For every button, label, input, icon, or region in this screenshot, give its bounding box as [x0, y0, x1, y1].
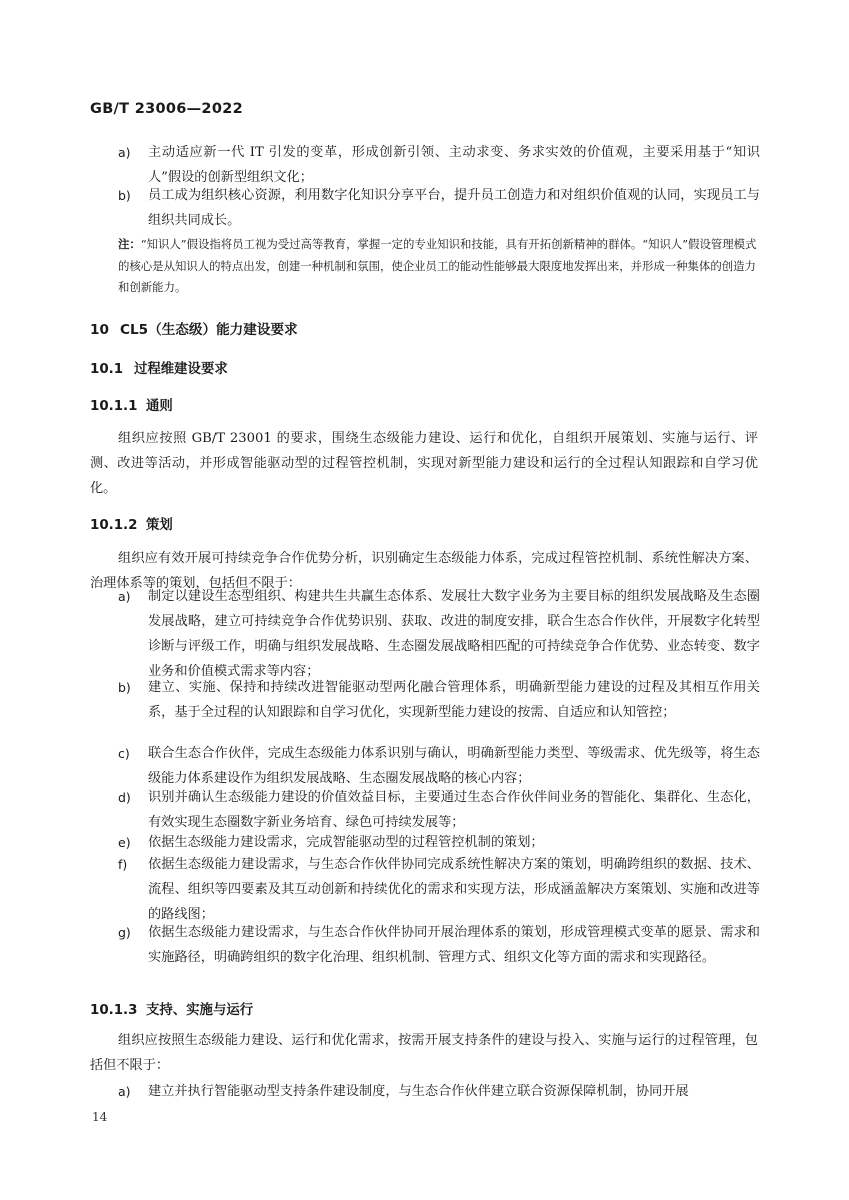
- list-item-text: 主动适应新一代 IT 引发的变革，形成创新引领、主动求变、务求实效的价值观，主要采用基于“知识人”假设的创新型组织文化；: [148, 145, 760, 185]
- section-heading-10-1-1: [90, 395, 173, 414]
- section-number: 10.1: [90, 362, 124, 377]
- standard-number: GB/T 23006—2022: [90, 101, 243, 117]
- list-item-label: a): [118, 145, 131, 160]
- note-block: [118, 234, 758, 300]
- section-heading-10-1: [90, 358, 228, 377]
- section-number: 10.1.2: [90, 518, 138, 533]
- list-item-text: 依据生态级能力建设需求，与生态合作伙伴协同开展治理体系的策划，形成管理模式变革的愿景、需求和实施路径，明确跨组织的数字化治理、组织机制、管理方式、组织文化等方面的需求和实现路径。: [148, 925, 760, 965]
- list-item-text: 制定以建设生态型组织、构建共生共赢生态体系、发展壮大数字业务为主要目标的组织发展战略及生态圈发展战略，建立可持续竞争合作优势识别、获取、改进的制度安排，联合生态合作伙伴，开展数字化转型诊断与评级工作，明确与组织发展战略、生态圈发展战略相匹配的可持续竞争合作优势、业态转变、数字业务和价值模式需求等内容；: [148, 589, 760, 679]
- list-item-text: 依据生态级能力建设需求，完成智能驱动型的过程管控机制的策划；: [148, 835, 544, 850]
- list-item-label: a): [118, 589, 131, 604]
- note-label: 注：: [118, 237, 141, 251]
- paragraph: 组织应有效开展可持续竞争合作优势分析，识别确定生态级能力体系，完成过程管控机制、系统性解决方案、治理体系等的策划，包括但不限于：: [90, 551, 758, 591]
- list-item-label: d): [118, 790, 131, 805]
- section-title: CL5（生态级）能力建设要求: [120, 322, 298, 338]
- list-item-label: b): [118, 680, 131, 695]
- list-item-text: 识别并确认生态级能力建设的价值效益目标，主要通过生态合作伙伴间业务的智能化、集群化、生态化，有效实现生态圈数字新业务培育、绿色可持续发展等；: [148, 790, 760, 830]
- paragraph: 组织应按照 GB/T 23001 的要求，围绕生态级能力建设、运行和优化，自组织开展策划、实施与运行、评测、改进等活动，并形成智能驱动型的过程管控机制，实现对新型能力建设和运行的全过程认知跟踪和自学习优化。: [90, 431, 758, 496]
- note-text: “知识人”假设指将员工视为受过高等教育，掌握一定的专业知识和技能，具有开拓创新精神的群体。“知识人”假设管理模式的核心是从知识人的特点出发，创建一种机制和氛围，使企业员工的能动性能够最大限度地发挥出来，并形成一种集体的创造力和创新能力。: [118, 237, 757, 294]
- list-item-text: 依据生态级能力建设需求，与生态合作伙伴协同完成系统性解决方案的策划，明确跨组织的数据、技术、流程、组织等四要素及其互动创新和持续优化的需求和实现方法，形成涵盖解决方案策划、实施和改进等的路线图；: [148, 857, 760, 922]
- list-item-text: 建立、实施、保持和持续改进智能驱动型两化融合管理体系，明确新型能力建设的过程及其相互作用关系，基于全过程的认知跟踪和自学习优化，实现新型能力建设的按需、自适应和认知管控；: [148, 680, 760, 720]
- section-number: 10: [90, 322, 109, 338]
- list-item-label: f): [118, 857, 128, 872]
- list-item-label: c): [118, 746, 130, 761]
- page-number: 14: [92, 1110, 108, 1124]
- section-number: 10.1.3: [90, 1003, 138, 1018]
- section-heading-10: [90, 318, 298, 338]
- section-heading-10-1-3: [90, 999, 253, 1018]
- list-item-label: b): [118, 188, 131, 203]
- section-title: 通则: [146, 399, 173, 414]
- paragraph: 组织应按照生态级能力建设、运行和优化需求，按需开展支持条件的建设与投入、实施与运行的过程管理，包括但不限于：: [90, 1033, 758, 1073]
- section-number: 10.1.1: [90, 399, 138, 414]
- list-item-text: 员工成为组织核心资源，利用数字化知识分享平台，提升员工创造力和对组织价值观的认同，实现员工与组织共同成长。: [148, 188, 760, 228]
- section-title: 过程维建设要求: [134, 362, 228, 377]
- list-item-label: e): [118, 835, 131, 850]
- section-title: 策划: [146, 518, 173, 533]
- section-title: 支持、实施与运行: [146, 1003, 254, 1018]
- section-heading-10-1-2: [90, 514, 173, 533]
- list-item-text: 联合生态合作伙伴，完成生态级能力体系识别与确认，明确新型能力类型、等级需求、优先级等，将生态级能力体系建设作为组织发展战略、生态圈发展战略的核心内容；: [148, 746, 760, 786]
- list-item-text: 建立并执行智能驱动型支持条件建设制度，与生态合作伙伴建立联合资源保障机制，协同开展: [148, 1084, 689, 1099]
- list-item: [118, 183, 758, 233]
- list-item-label: a): [118, 1084, 131, 1099]
- list-item-label: g): [118, 925, 131, 940]
